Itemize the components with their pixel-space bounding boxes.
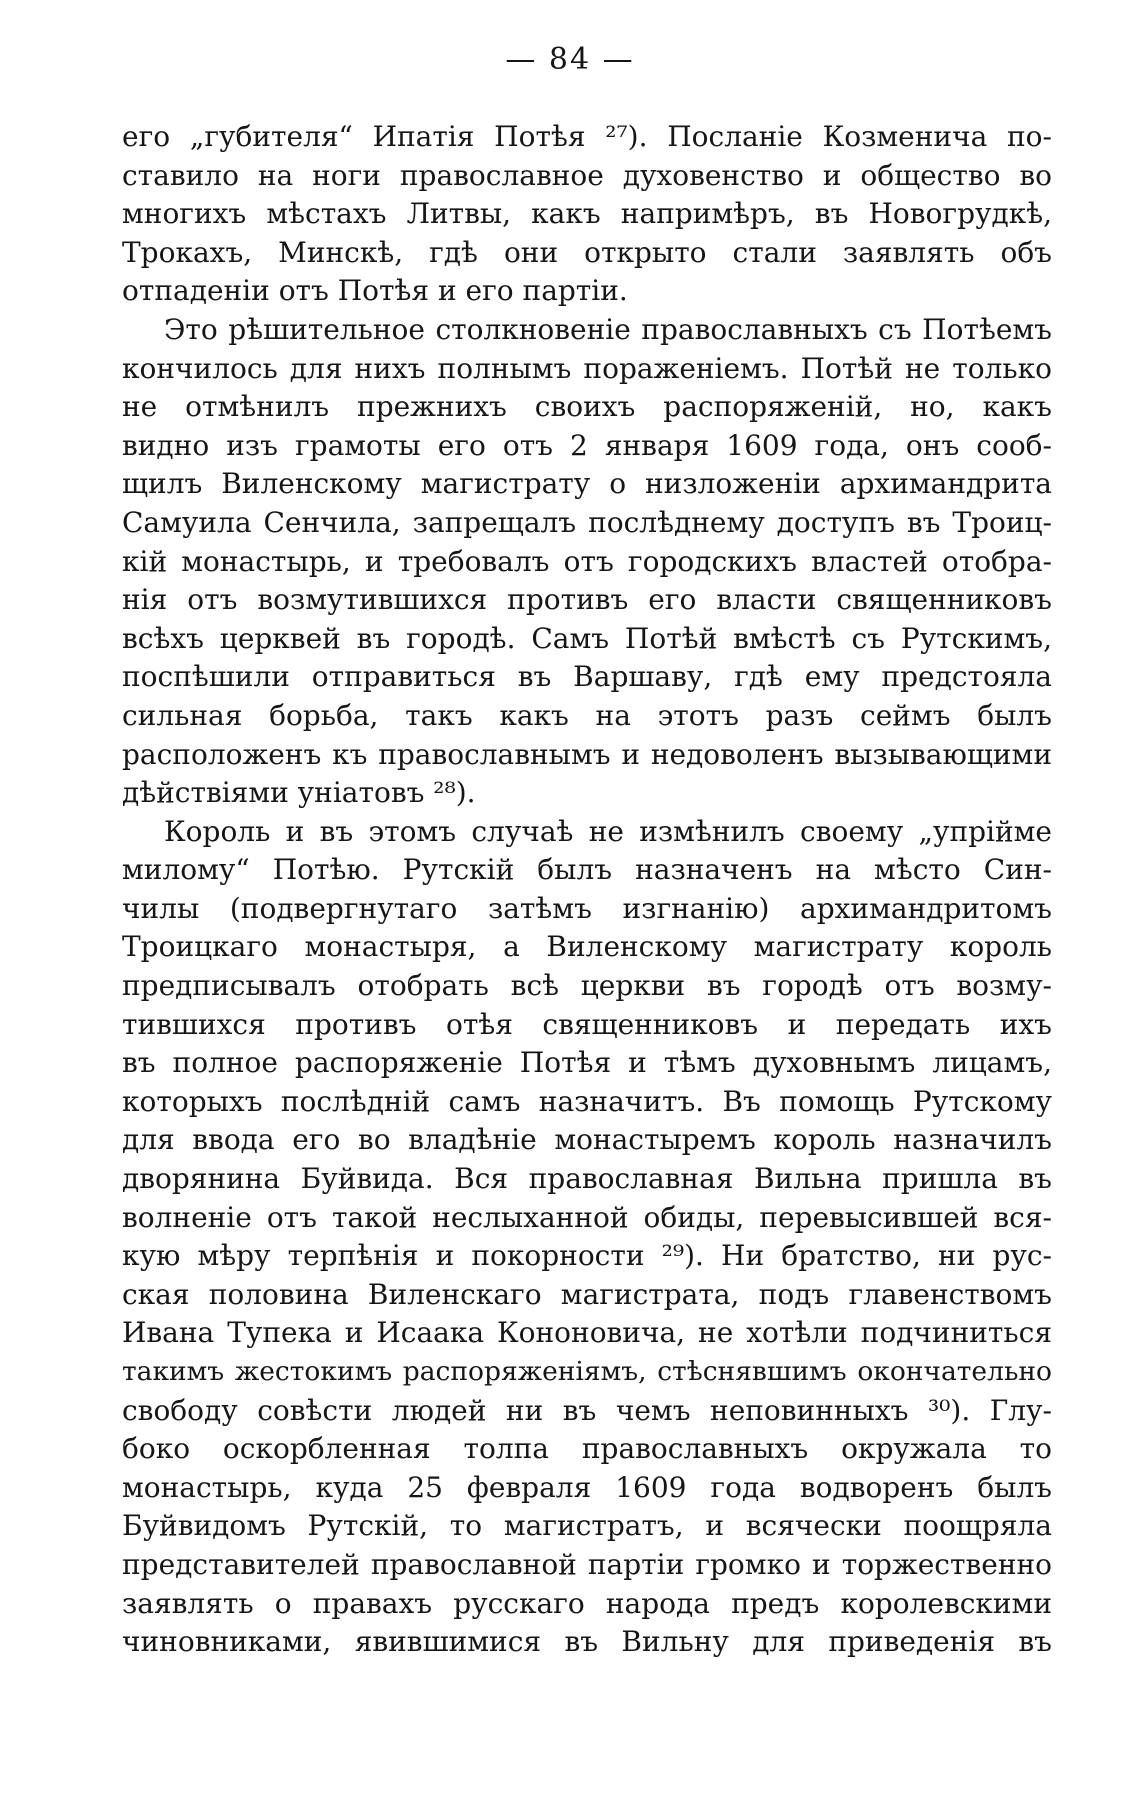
text-line: видно изъ грамоты его отъ 2 января 1609 года, онъ сооб- [122, 428, 1052, 462]
text-line: Это рѣшительное столкновеніе православныхъ съ Потѣемъ [164, 312, 1052, 346]
text-line: дѣйствіями уніатовъ ²⁸). [122, 776, 476, 810]
text-line: щилъ Виленскому магистрату о низложеніи архимандрита [122, 467, 1052, 501]
text-line: его „губителя“ Ипатія Потѣя ²⁷). Посланіе Козменича по- [122, 120, 1052, 153]
text-line: не отмѣнилъ прежнихъ своихъ распоряженій, но, какъ [122, 390, 1052, 424]
text-line: Самуила Сенчила, запрещалъ послѣднему доступъ въ Троиц- [122, 505, 1052, 539]
text-line: заявлять о правахъ русскаго народа предъ королевскими [122, 1586, 1052, 1620]
text-line: чиновниками, явившимися въ Вильну для приведенія въ [122, 1625, 1052, 1659]
text-line: монастырь, куда 25 февраля 1609 года водворенъ былъ [122, 1470, 1052, 1504]
text-line: милому“ Потѣю. Рутскій былъ назначенъ на мѣсто Син- [122, 853, 1052, 887]
text-line: боко оскорбленная толпа православныхъ окружала то [122, 1432, 1052, 1466]
text-line: Буйвидомъ Рутскій, то магистратъ, и всячески поощряла [122, 1509, 1052, 1543]
text-line: кую мѣру терпѣнія и покорности ²⁹). Ни братство, ни рус- [122, 1239, 1052, 1273]
text-line: кій монастырь, и требовалъ отъ городскихъ властей отобра- [122, 544, 1052, 578]
text-line: Король и въ этомъ случаѣ не измѣнилъ своему „упрійме [164, 814, 1052, 848]
text-line: сильная борьба, такъ какъ на этотъ разъ сеймъ былъ [122, 698, 1052, 732]
text-line: нія отъ возмутившихся противъ его власти священниковъ [122, 583, 1052, 617]
text-line: тившихся противъ отѣя священниковъ и передать ихъ [122, 1007, 1052, 1041]
text-line: чилы (подвергнутаго затѣмъ изгнанію) архимандритомъ [122, 891, 1052, 925]
text-line: представителей православной партіи громко и торжественно [122, 1547, 1052, 1581]
text-line: Трокахъ, Минскѣ, гдѣ они открыто стали заявлять объ [122, 235, 1052, 269]
text-line: Ивана Тупека и Исаака Кононовича, не хотѣли подчиниться [122, 1316, 1052, 1350]
text-line: ская половина Виленскаго магистрата, подъ главенствомъ [122, 1277, 1052, 1311]
text-line: поспѣшили отправиться въ Варшаву, гдѣ ему предстояла [122, 660, 1052, 694]
text-line: расположенъ къ православнымъ и недоволенъ вызывающими [122, 737, 1052, 771]
text-line: въ полное распоряженіе Потѣя и тѣмъ духовнымъ лицамъ, [122, 1046, 1052, 1080]
text-line: волненіе отъ такой неслыханной обиды, перевысившей вся- [122, 1200, 1052, 1234]
text-line: дворянина Буйвида. Вся православная Вильна пришла въ [122, 1162, 1052, 1196]
text-line: ставило на ноги православное духовенство и общество во [122, 158, 1052, 192]
page-number: — 84 — [505, 42, 635, 77]
text-line: такимъ жестокимъ распоряженіямъ, стѣснявшимъ окончательно [122, 1356, 1052, 1387]
text-line: которыхъ послѣдній самъ назначитъ. Въ помощь Рутскому [122, 1084, 1052, 1118]
text-line: отпаденіи отъ Потѣя и его партіи. [122, 274, 628, 308]
text-line: Троицкаго монастыря, а Виленскому магистрату король [122, 930, 1052, 964]
text-line: всѣхъ церквей въ городѣ. Самъ Потѣй вмѣстѣ съ Рутскимъ, [122, 621, 1052, 655]
text-line: многихъ мѣстахъ Литвы, какъ напримѣръ, въ Новогрудкѣ, [122, 197, 1052, 231]
body-text [122, 118, 1052, 1662]
text-line: предписывалъ отобрать всѣ церкви въ городѣ отъ возму- [122, 969, 1052, 1003]
text-line: для ввода его во владѣніе монастыремъ король назначилъ [122, 1123, 1052, 1157]
text-line: свободу совѣсти людей ни въ чемъ неповинныхъ ³⁰). Глу- [122, 1393, 1052, 1427]
text-line: кончилось для нихъ полнымъ пораженіемъ. Потѣй не только [122, 351, 1052, 385]
